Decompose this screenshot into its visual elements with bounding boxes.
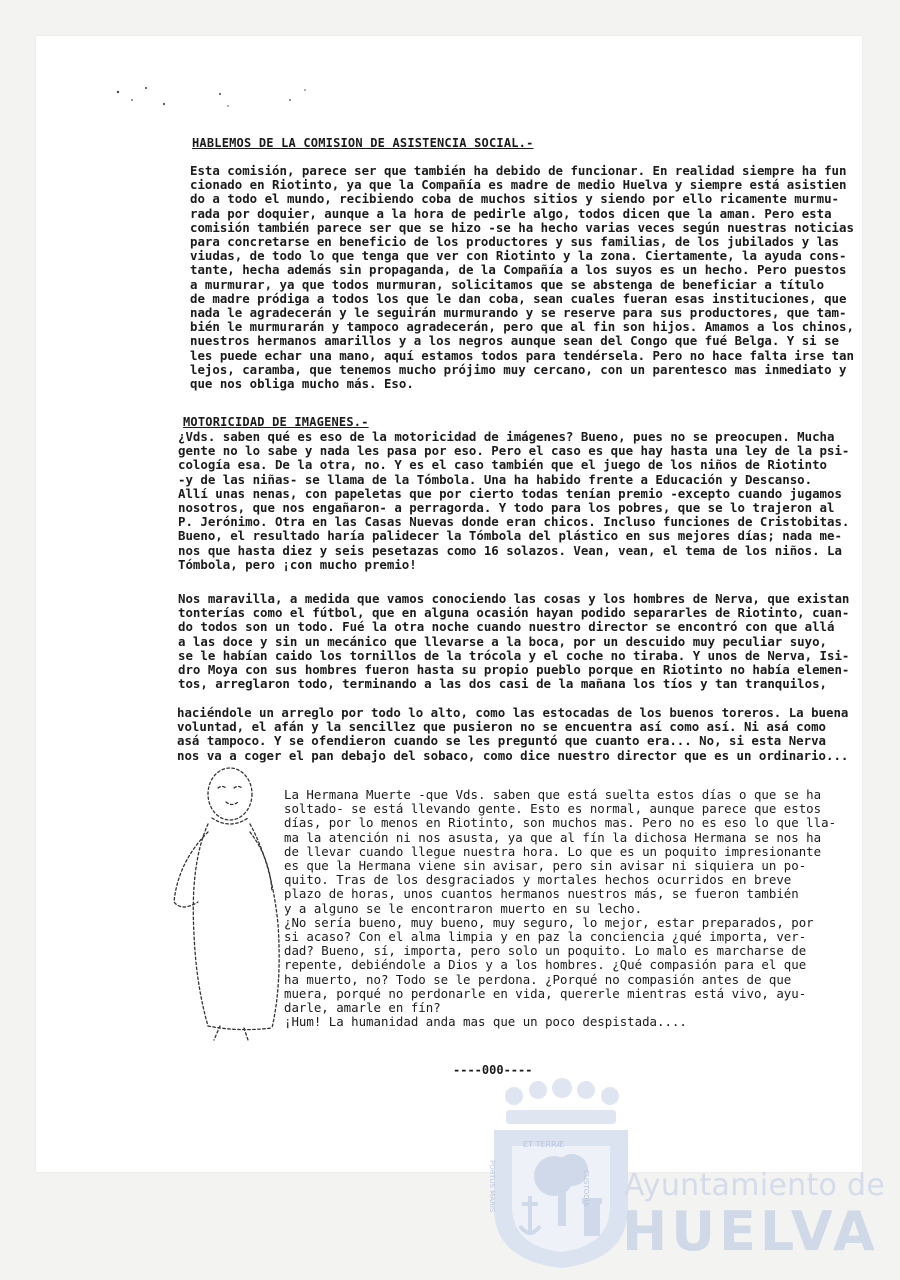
text-line: repente, debiéndole a Dios y a los hombres. ¿Qué compasión para el que [284, 957, 807, 973]
watermark-motto-right: CUSTODIA [582, 1170, 590, 1207]
text-line: do todos son un todo. Fué la otra noche cuando nuestro director se encontró con que allá [178, 619, 835, 635]
watermark-title-line1: Ayuntamiento de [624, 1168, 886, 1203]
text-line: se le habían caido los tornillos de la trócola y el coche no tiraba. Y unos de Nerva, Isi- [178, 647, 850, 663]
watermark-motto-top: ET TERRÆ [523, 1140, 565, 1149]
paragraph-hermana-muerte [284, 788, 844, 1029]
paragraph-asistencia-social [190, 163, 854, 392]
text-line: cología esa. De la otra, no. Y es el caso también que el juego de los niños de Riotinto [178, 457, 828, 473]
text-line: y a alguno se le encontraron muerto en su lecho. [284, 900, 643, 916]
text-line: Allí unas nenas, con papeletas que por cierto todas tenían premio -excepto cuando jugamos [178, 485, 842, 501]
text-line: de llevar cuando llegue nuestra hora. Lo que es un poquito impresionante [284, 843, 822, 859]
paragraph-nerva-continued [177, 705, 849, 763]
text-line: Bueno, el resultado haría palidecer la Tómbola del plástico en sus mejores días; nada me- [178, 528, 842, 544]
text-line: voluntad, el afán y la sencillez que pusieron no se encuentra así como así. Ni asá como [177, 719, 827, 735]
text-line: a las doce y sin un mecánico que llevarse a la boca, por un descuido muy peculiar suyo, [178, 633, 828, 649]
text-line: La Hermana Muerte -que Vds. saben que está suelta estos días o que se ha [284, 787, 822, 802]
text-line: es que la Hermana viene sin avisar, pero sin avisar ni siquiera un po- [284, 858, 807, 874]
text-line: nada le agradecerán y le seguirán murmurando y se reserve para sus productores, que tam- [190, 305, 847, 321]
text-line: les puede echar una mano, aquí estamos todos para tendérsela. Pero no hace falta irse tan [190, 347, 854, 363]
text-line: a murmurar, ya que todos murmuran, solicitamos que se abstenga de beneficiar a título [190, 276, 825, 292]
text-line: viudas, de todo lo que tenga que ver con Riotinto y la zona. Ciertamente, la ayuda cons- [190, 248, 847, 264]
text-line: soltado- se está llevando gente. Esto es normal, aunque parece que estos [284, 801, 822, 817]
text-line: Nos maravilla, a medida que vamos conociendo las cosas y los hombres de Nerva, que existan [178, 591, 850, 606]
text-line: si acaso? Con el alma limpia y en paz la conciencia ¿qué importa, ver- [284, 929, 807, 945]
text-line: tos, arreglaron todo, terminando a las dos casi de la mañana los tíos y tan tranquilos, [178, 676, 828, 692]
text-line: para concretarse en beneficio de los productores y sus familias, de los jubilados y las [190, 234, 840, 250]
text-line: comisión también parece ser que se hizo -se ha hecho varias veces según nuestras noticias [190, 219, 854, 235]
text-line: haciéndole un arreglo por todo lo alto, como las estocadas de los buenos toreros. La buena [177, 705, 849, 720]
section-title-motoricidad: MOTORICIDAD DE IMAGENES.- [183, 415, 369, 429]
text-line: dad? Bueno, sí, importa, pero solo un poquito. Lo malo es marcharse de [284, 943, 807, 959]
text-line: ha muerto, no? Todo se le perdona. ¿Porqué no compasión antes de que [284, 971, 792, 987]
watermark-title-line2: HUELVA [622, 1200, 879, 1263]
section-title-asistencia-social: HABLEMOS DE LA COMISION DE ASISTENCIA SOCIAL.- [192, 136, 534, 150]
text-line: quito. Tras de los desgraciados y mortales hechos ocurridos en breve [284, 872, 792, 888]
text-line: bién le murmurarán y tampoco agradecerán, pero que al fin son hijos. Amamos a los chinos, [190, 319, 854, 335]
paragraph-motoricidad [178, 429, 850, 572]
ink-specks [100, 70, 320, 130]
text-line: ¡Hum! La humanidad anda mas que un poco despistada.... [284, 1014, 687, 1030]
text-line: gente no lo sabe y nada les pasa por eso. Pero el caso es que hay hasta una ley de la psi- [178, 443, 850, 459]
text-line: muera, porqué no perdonarle en vida, quererle mientras está vivo, ayu- [284, 985, 807, 1001]
text-line: cionado en Riotinto, ya que la Compañía es madre de medio Huelva y siempre está asistien [190, 177, 847, 193]
text-line: lejos, caramba, que tenemos mucho prójimo muy cercano, con un parentesco mas inmediato y [190, 361, 847, 377]
text-line: que nos obliga mucho más. Eso. [190, 376, 414, 392]
text-line: plazo de horas, unos cuantos hermanos nuestros más, se fueron también [284, 886, 799, 902]
text-line: do a todo el mundo, recibiendo coba de muchos sitios y siendo por ello ricamente murmu- [190, 191, 840, 207]
text-line: Tómbola, pero ¡con mucho premio! [178, 556, 417, 572]
text-line: nos que hasta diez y seis pesetazas como 16 solazos. Vean, vean, el tema de los niños. La [178, 542, 842, 558]
text-line: tante, hecha además sin propaganda, de la Compañía a los suyos es un hecho. Pero puestos [190, 262, 847, 278]
text-line: -y de las niñas- se llama de la Tómbola. Una ha habido frente a Educación y Descanso. [178, 471, 813, 487]
text-line: dro Moya con sus hombres fueron hasta su propio pueblo porque en Riotinto no había elemen- [178, 662, 850, 678]
crown-icon [505, 1078, 619, 1124]
text-line: días, por lo menos en Riotinto, son muchos mas. Pero no es eso lo que lla- [284, 815, 837, 831]
text-line: de madre pródiga a todos los que le dan coba, sean cuales fueran esas instituciones, que [190, 290, 847, 306]
sketch-figure-illustration [160, 762, 280, 1042]
text-line: P. Jerónimo. Otra en las Casas Nuevas donde eran chicos. Incluso funciones de Cristobitas. [178, 514, 850, 530]
text-line: ma la atención ni nos asusta, ya que al fín la dichosa Hermana se nos ha [284, 829, 822, 845]
text-line: nosotros, que nos engañaron- a perragorda. Y todo para los pobres, que se lo trajeron al [178, 500, 835, 516]
watermark-motto-left: PORTUS MARIS [488, 1160, 496, 1213]
text-line: darle, amarle en fín? [284, 1000, 441, 1016]
text-line: Esta comisión, parece ser que también ha debido de funcionar. En realidad siempre ha fun [190, 163, 847, 178]
text-line: nos va a coger el pan debajo del sobaco, como dice nuestro director que es un ordinario... [177, 747, 849, 763]
text-line: nuestros hermanos amarillos y a los negros aunque sean del Congo que fué Belga. Y si se [190, 333, 840, 349]
section-separator: ----000---- [453, 1063, 533, 1077]
text-line: asá tampoco. Y se ofendieron cuando se les preguntó que cuanto era... No, si esta Nerva [177, 733, 827, 749]
text-line: rada por doquier, aunque a la hora de pedirle algo, todos dicen que la aman. Pero esta [190, 205, 832, 221]
text-line: tonterías como el fútbol, que en alguna ocasión hayan podido separarles de Riotinto, cuan- [178, 605, 850, 621]
text-line: ¿No sería bueno, muy bueno, muy seguro, lo mejor, estar preparados, por [284, 914, 814, 930]
text-line: ¿Vds. saben qué es eso de la motoricidad de imágenes? Bueno, pues no se preocupen. Mucha [178, 429, 835, 444]
paragraph-nerva [178, 591, 850, 692]
